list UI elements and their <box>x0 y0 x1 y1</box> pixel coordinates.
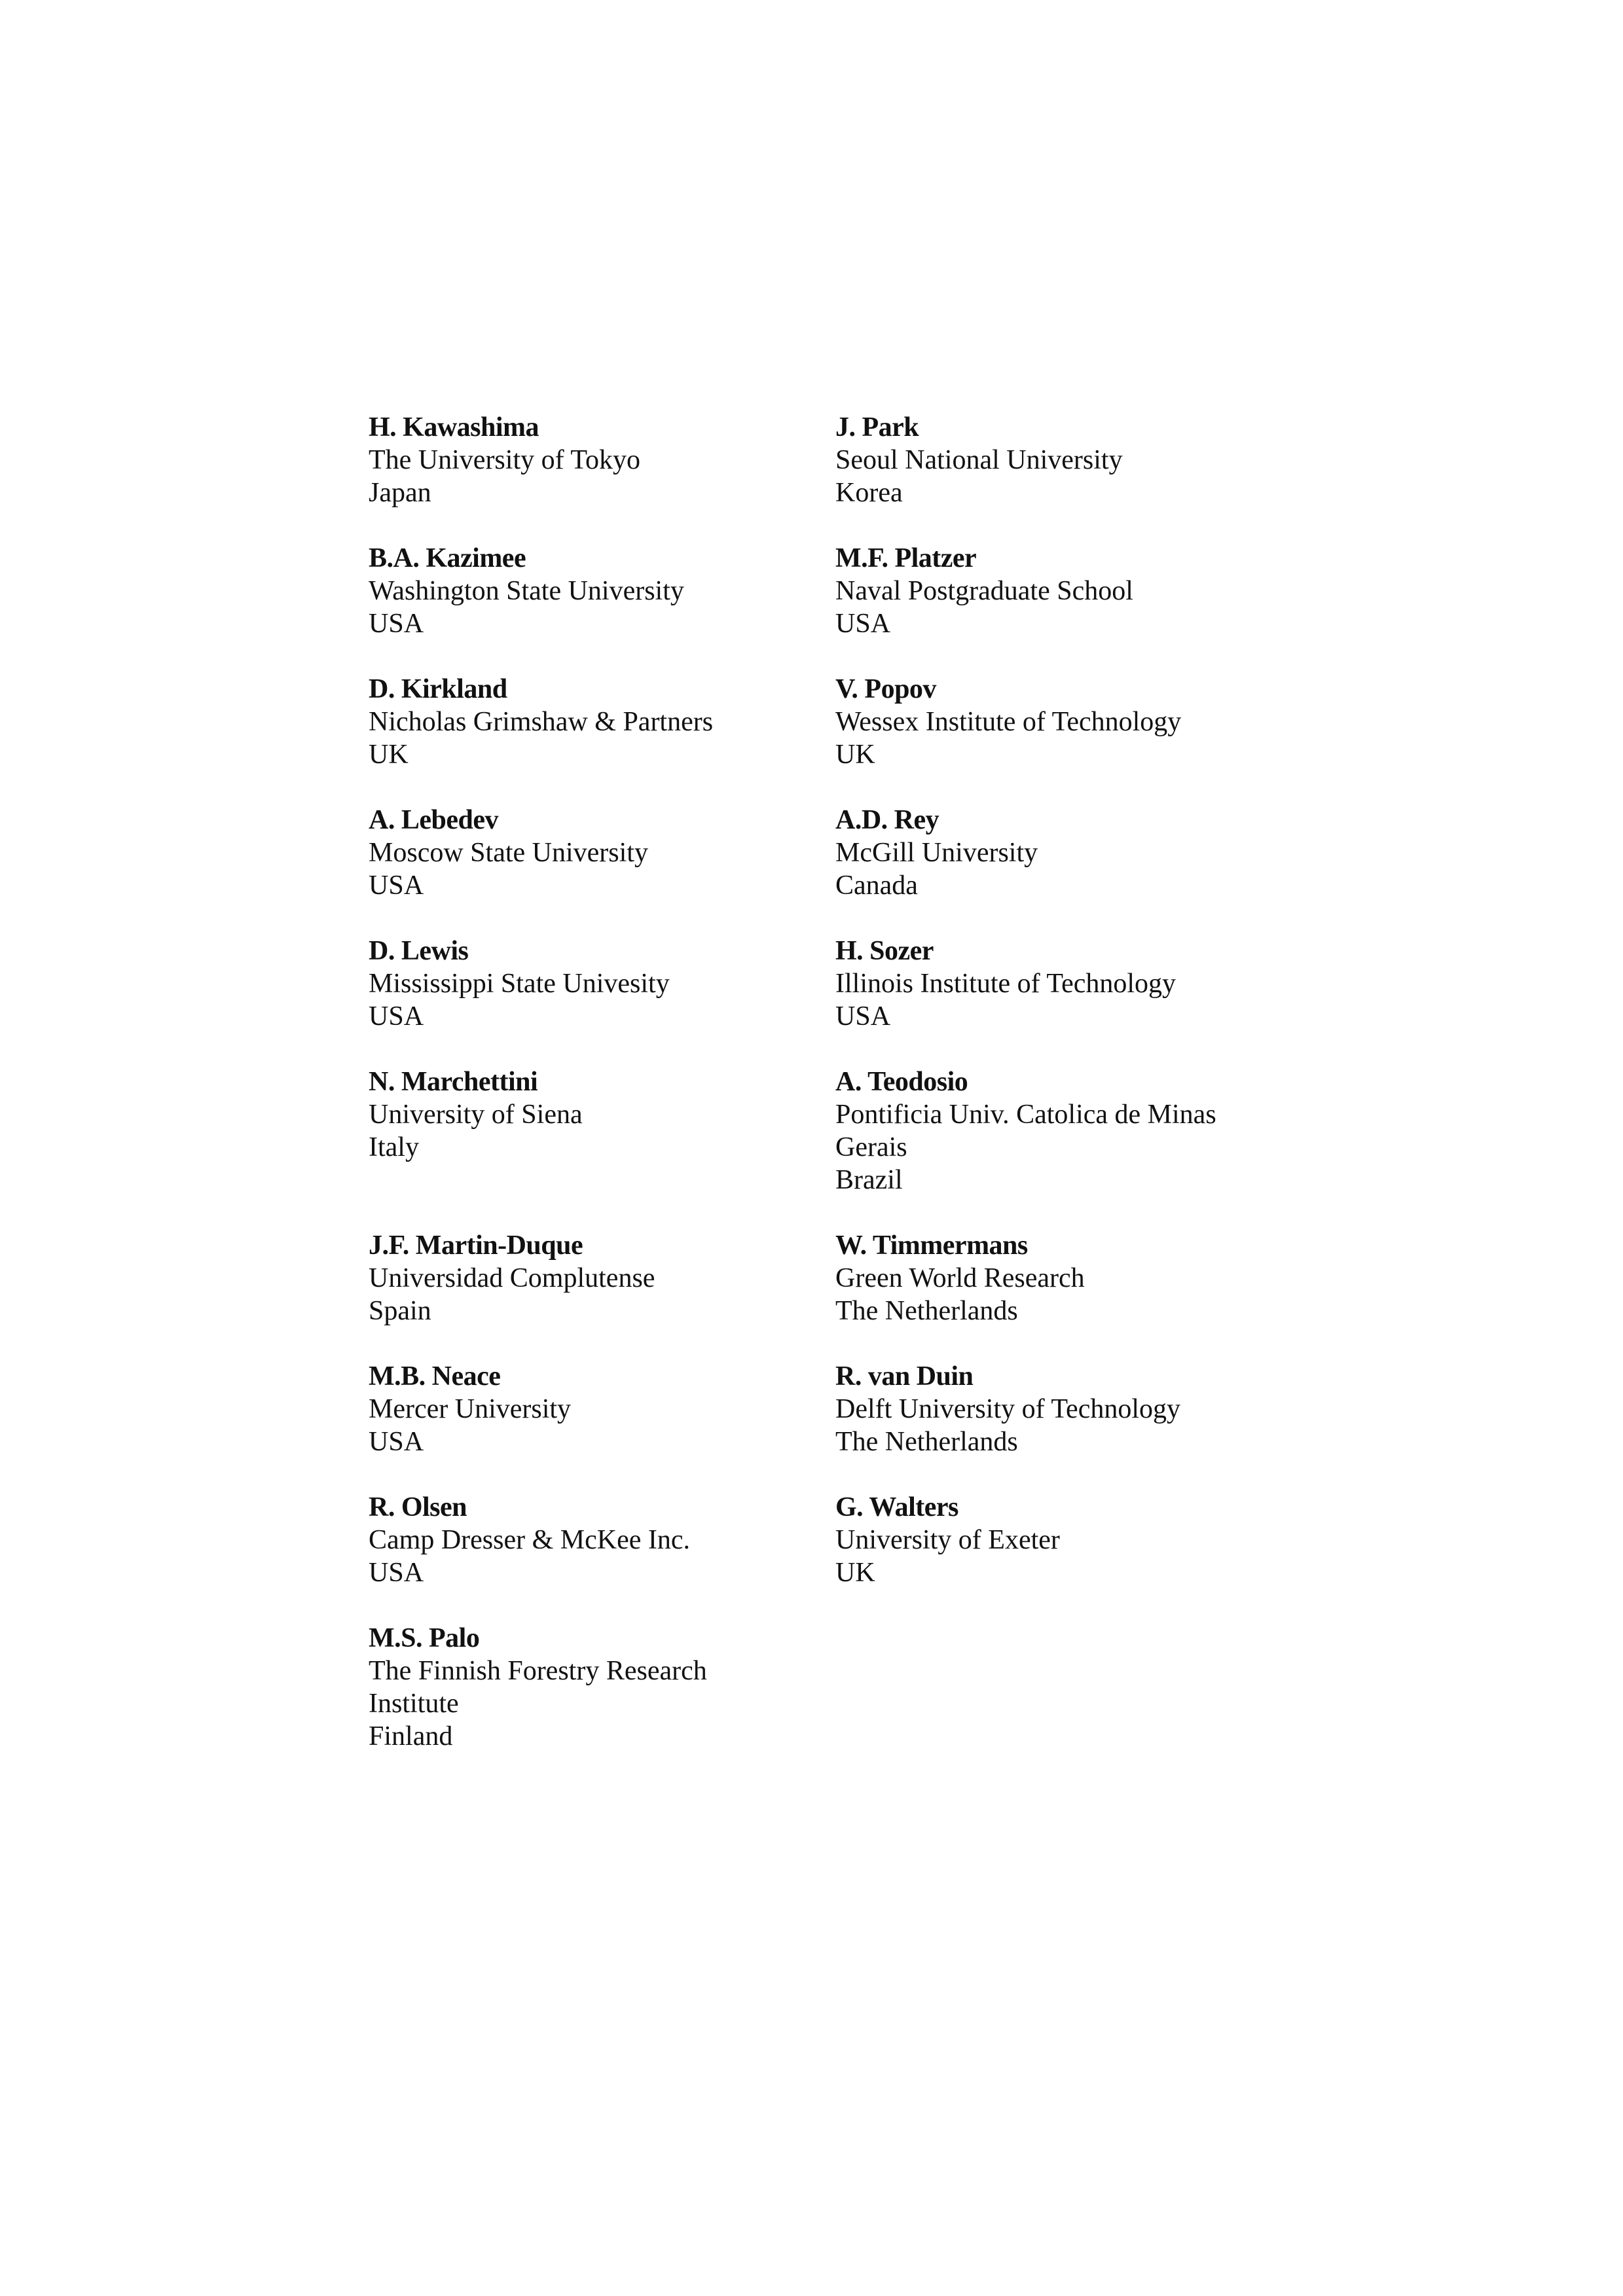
entry-popov <box>835 673 1294 771</box>
entry-affiliation: Washington State University <box>369 576 684 606</box>
entry-neace <box>369 1360 788 1458</box>
entry-affiliation: University of Siena <box>369 1100 583 1130</box>
entry-country: USA <box>369 870 424 901</box>
entry-lewis <box>369 935 788 1033</box>
entry-timmermans <box>835 1229 1294 1327</box>
entry-affiliation: Illinois Institute of Technology <box>835 969 1176 999</box>
entry-name: V. Popov <box>835 674 936 704</box>
entry-affiliation: The University of Tokyo <box>369 445 641 475</box>
right-column <box>835 411 1294 1622</box>
entry-country: UK <box>835 740 875 770</box>
entry-affiliation: Nicholas Grimshaw & Partners <box>369 707 714 737</box>
left-column <box>369 411 788 1785</box>
entry-country: UK <box>369 740 409 770</box>
entry-kazimee <box>369 542 788 640</box>
entry-affiliation: Mississippi State Univesity <box>369 969 670 999</box>
entry-affiliation: Moscow State University <box>369 838 648 868</box>
entry-name: D. Lewis <box>369 936 469 966</box>
entry-affiliation: Naval Postgraduate School <box>835 576 1133 606</box>
entry-van-duin <box>835 1360 1294 1458</box>
entry-affiliation: Pontificia Univ. Catolica de Minas <box>835 1100 1216 1130</box>
entry-walters <box>835 1491 1294 1589</box>
entry-affiliation: McGill University <box>835 838 1038 868</box>
entry-affiliation: Mercer University <box>369 1394 572 1424</box>
entry-affiliation: Green World Research <box>835 1263 1085 1293</box>
entry-country: USA <box>835 609 891 639</box>
entry-name: G. Walters <box>835 1492 958 1522</box>
entry-name: A. Teodosio <box>835 1067 968 1097</box>
entry-name: J. Park <box>835 412 919 442</box>
entry-park <box>835 411 1294 509</box>
entry-name: M.B. Neace <box>369 1361 501 1391</box>
entry-name: H. Kawashima <box>369 412 539 442</box>
entry-name: M.F. Platzer <box>835 543 977 573</box>
entry-name: D. Kirkland <box>369 674 507 704</box>
entry-name: N. Marchettini <box>369 1067 538 1097</box>
entry-name: R. Olsen <box>369 1492 467 1522</box>
entry-martin-duque <box>369 1229 788 1327</box>
entry-country: UK <box>835 1558 875 1588</box>
entry-country: USA <box>369 1001 424 1031</box>
entry-affiliation-cont: Institute <box>369 1689 459 1719</box>
entry-name: A.D. Rey <box>835 805 939 835</box>
entry-country: USA <box>835 1001 891 1031</box>
entry-kawashima <box>369 411 788 509</box>
entry-affiliation: Camp Dresser & McKee Inc. <box>369 1525 690 1555</box>
entry-name: A. Lebedev <box>369 805 498 835</box>
entry-palo <box>369 1622 788 1753</box>
entry-kirkland <box>369 673 788 771</box>
entry-affiliation: Delft University of Technology <box>835 1394 1181 1424</box>
entry-platzer <box>835 542 1294 640</box>
entry-rey <box>835 804 1294 902</box>
entry-country: The Netherlands <box>835 1296 1018 1326</box>
entry-name: W. Timmermans <box>835 1230 1028 1261</box>
entry-country: Finland <box>369 1721 453 1751</box>
entry-country: The Netherlands <box>835 1427 1018 1457</box>
entry-country: USA <box>369 1558 424 1588</box>
entry-marchettini <box>369 1066 788 1164</box>
entry-name: J.F. Martin-Duque <box>369 1230 583 1261</box>
entry-olsen <box>369 1491 788 1589</box>
entry-country: Korea <box>835 478 903 508</box>
entry-affiliation: Wessex Institute of Technology <box>835 707 1182 737</box>
entry-affiliation-cont: Gerais <box>835 1132 907 1162</box>
entry-country: Japan <box>369 478 431 508</box>
entry-affiliation: Universidad Complutense <box>369 1263 655 1293</box>
entry-name: R. van Duin <box>835 1361 974 1391</box>
entry-lebedev <box>369 804 788 902</box>
entry-name: H. Sozer <box>835 936 934 966</box>
entry-country: Italy <box>369 1132 419 1162</box>
entry-country: USA <box>369 1427 424 1457</box>
entry-teodosio <box>835 1066 1294 1196</box>
entry-country: Brazil <box>835 1165 903 1195</box>
entry-affiliation: University of Exeter <box>835 1525 1060 1555</box>
entry-sozer <box>835 935 1294 1033</box>
entry-country: USA <box>369 609 424 639</box>
entry-affiliation: The Finnish Forestry Research <box>369 1656 707 1686</box>
entry-name: B.A. Kazimee <box>369 543 526 573</box>
entry-name: M.S. Palo <box>369 1623 480 1653</box>
entry-country: Spain <box>369 1296 431 1326</box>
entry-country: Canada <box>835 870 918 901</box>
entry-affiliation: Seoul National University <box>835 445 1123 475</box>
